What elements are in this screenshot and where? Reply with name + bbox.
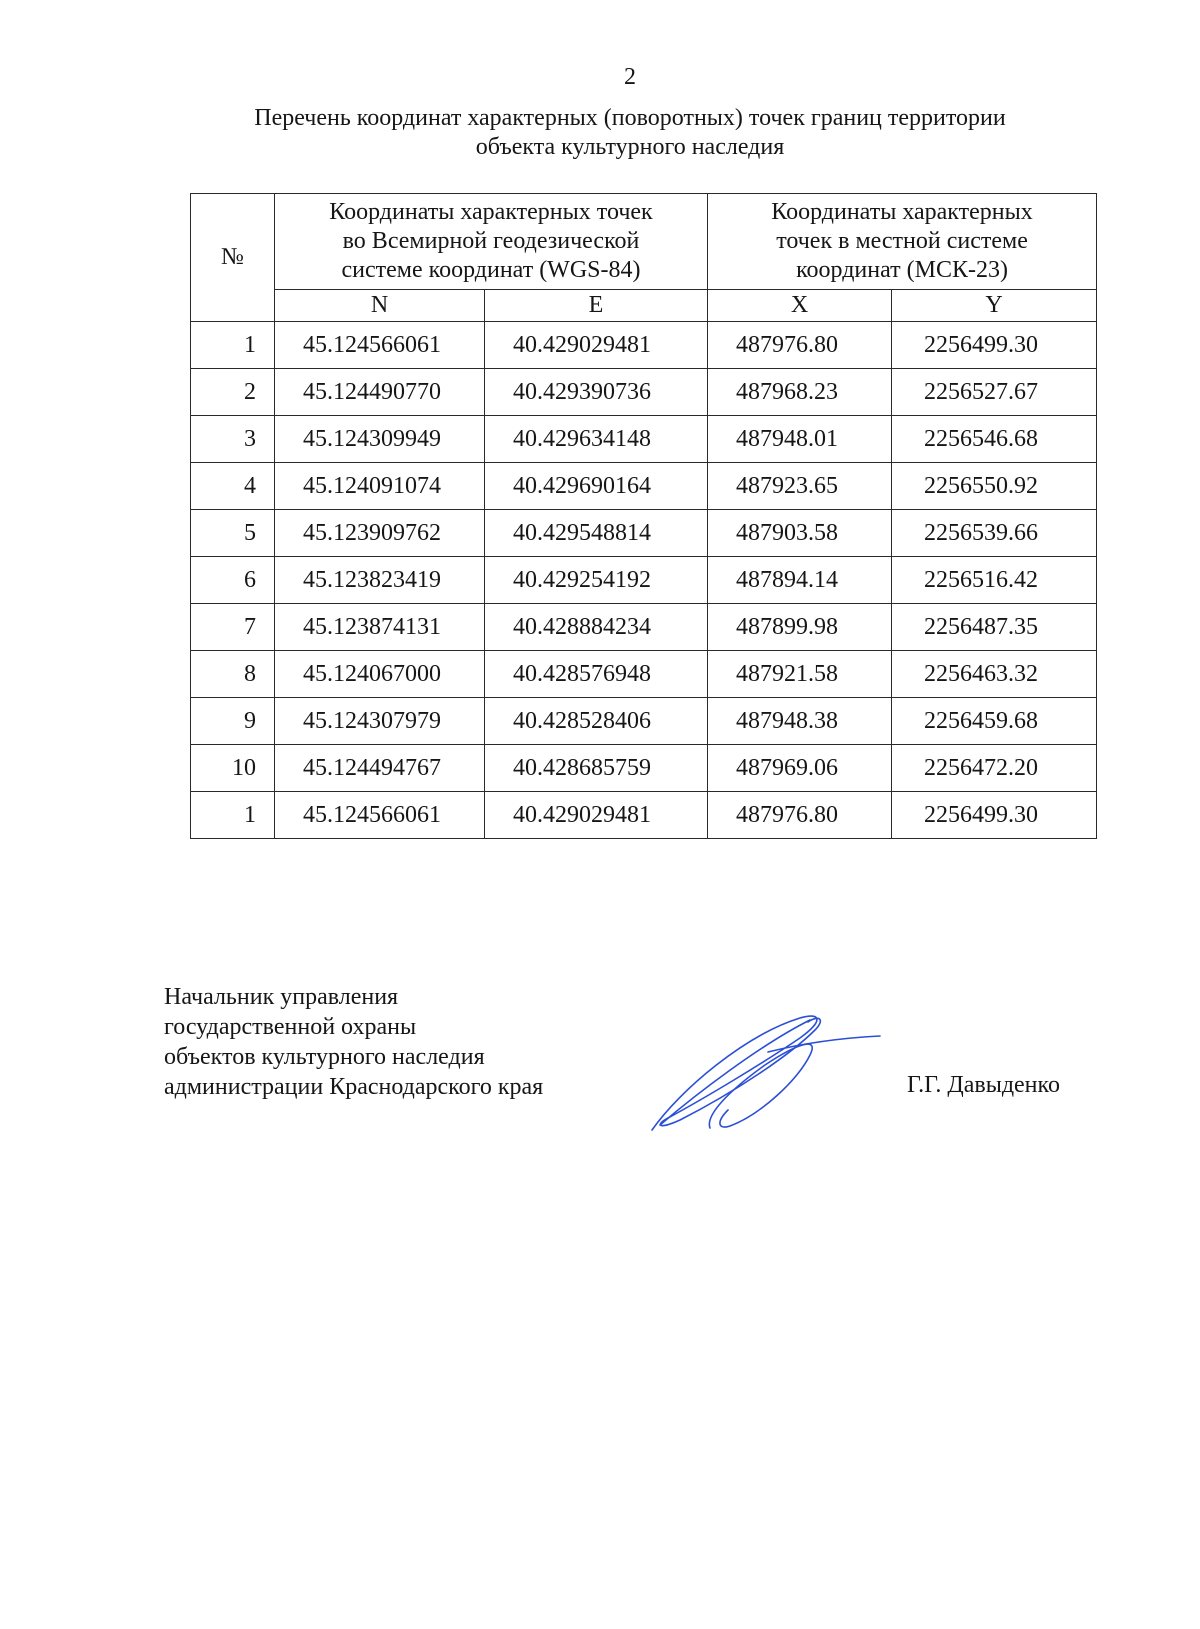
cell-latitude-n: 45.124566061: [275, 322, 485, 369]
header-msk23-line: координат (МСК-23): [796, 257, 1008, 283]
signer-position-line: администрации Краснодарского края: [164, 1074, 544, 1100]
cell-point-number: 10: [191, 745, 275, 792]
cell-longitude-e: 40.429254192: [485, 557, 708, 604]
cell-longitude-e: 40.429634148: [485, 416, 708, 463]
cell-msk-y: 2256499.30: [892, 792, 1097, 839]
cell-msk-x: 487899.98: [708, 604, 892, 651]
table-row: [191, 322, 1097, 369]
cell-latitude-n: 45.123874131: [275, 604, 485, 651]
table-row: [191, 698, 1097, 745]
handwritten-signature: [650, 1010, 900, 1135]
cell-latitude-n: 45.124091074: [275, 463, 485, 510]
cell-msk-y: 2256516.42: [892, 557, 1097, 604]
cell-msk-y: 2256499.30: [892, 322, 1097, 369]
cell-latitude-n: 45.124309949: [275, 416, 485, 463]
cell-msk-y: 2256527.67: [892, 369, 1097, 416]
cell-longitude-e: 40.429548814: [485, 510, 708, 557]
cell-point-number: 5: [191, 510, 275, 557]
title-line: объекта культурного наследия: [475, 134, 785, 160]
table-row: [191, 416, 1097, 463]
page-number: 2: [624, 64, 636, 90]
cell-longitude-e: 40.428528406: [485, 698, 708, 745]
cell-longitude-e: 40.428884234: [485, 604, 708, 651]
cell-latitude-n: 45.123823419: [275, 557, 485, 604]
signature-strokes: [652, 1016, 880, 1130]
table-row: [191, 651, 1097, 698]
cell-msk-y: 2256546.68: [892, 416, 1097, 463]
cell-point-number: 7: [191, 604, 275, 651]
table-row: [191, 792, 1097, 839]
header-col-y: Y: [892, 290, 1097, 322]
header-col-x: X: [708, 290, 892, 322]
cell-msk-x: 487903.58: [708, 510, 892, 557]
cell-msk-x: 487894.14: [708, 557, 892, 604]
cell-msk-x: 487921.58: [708, 651, 892, 698]
cell-point-number: 2: [191, 369, 275, 416]
cell-point-number: 8: [191, 651, 275, 698]
signer-position-line: объектов культурного наследия: [164, 1044, 485, 1070]
cell-longitude-e: 40.428685759: [485, 745, 708, 792]
header-wgs84: [275, 194, 708, 290]
header-msk23-line: Координаты характерных: [771, 199, 1033, 225]
cell-longitude-e: 40.428576948: [485, 651, 708, 698]
signer-position-line: Начальник управления: [164, 984, 399, 1010]
header-col-n: N: [275, 290, 485, 322]
table-row: [191, 510, 1097, 557]
cell-msk-y: 2256550.92: [892, 463, 1097, 510]
cell-latitude-n: 45.124566061: [275, 792, 485, 839]
cell-msk-x: 487976.80: [708, 792, 892, 839]
coordinates-table: [190, 193, 1097, 839]
cell-msk-y: 2256463.32: [892, 651, 1097, 698]
document-title: [170, 104, 1090, 162]
cell-msk-x: 487976.80: [708, 322, 892, 369]
cell-msk-y: 2256472.20: [892, 745, 1097, 792]
cell-longitude-e: 40.429029481: [485, 322, 708, 369]
cell-latitude-n: 45.124307979: [275, 698, 485, 745]
header-wgs84-line: Координаты характерных точек: [329, 199, 653, 225]
header-wgs84-line: системе координат (WGS-84): [341, 257, 641, 283]
table-row: [191, 604, 1097, 651]
cell-latitude-n: 45.124490770: [275, 369, 485, 416]
cell-point-number: 9: [191, 698, 275, 745]
table-row: [191, 369, 1097, 416]
table-row: [191, 557, 1097, 604]
signer-position: [164, 982, 543, 1102]
cell-msk-x: 487948.01: [708, 416, 892, 463]
cell-point-number: 1: [191, 792, 275, 839]
cell-latitude-n: 45.123909762: [275, 510, 485, 557]
cell-msk-y: 2256539.66: [892, 510, 1097, 557]
cell-msk-y: 2256459.68: [892, 698, 1097, 745]
cell-longitude-e: 40.429029481: [485, 792, 708, 839]
cell-msk-y: 2256487.35: [892, 604, 1097, 651]
cell-point-number: 3: [191, 416, 275, 463]
cell-msk-x: 487969.06: [708, 745, 892, 792]
signer-name: Г.Г. Давыденко: [907, 1072, 1060, 1098]
cell-point-number: 1: [191, 322, 275, 369]
cell-msk-x: 487923.65: [708, 463, 892, 510]
signer-position-line: государственной охраны: [164, 1014, 417, 1040]
cell-point-number: 4: [191, 463, 275, 510]
cell-latitude-n: 45.124494767: [275, 745, 485, 792]
header-wgs84-line: во Всемирной геодезической: [342, 228, 640, 254]
header-number: №: [191, 194, 275, 322]
header-msk23: [708, 194, 1097, 290]
table-row: [191, 463, 1097, 510]
cell-latitude-n: 45.124067000: [275, 651, 485, 698]
table-row: [191, 745, 1097, 792]
cell-longitude-e: 40.429690164: [485, 463, 708, 510]
header-col-e: E: [485, 290, 708, 322]
header-msk23-line: точек в местной системе: [776, 228, 1028, 254]
cell-msk-x: 487968.23: [708, 369, 892, 416]
cell-longitude-e: 40.429390736: [485, 369, 708, 416]
title-line: Перечень координат характерных (поворотных) точек границ территории: [254, 105, 1006, 131]
cell-msk-x: 487948.38: [708, 698, 892, 745]
cell-point-number: 6: [191, 557, 275, 604]
